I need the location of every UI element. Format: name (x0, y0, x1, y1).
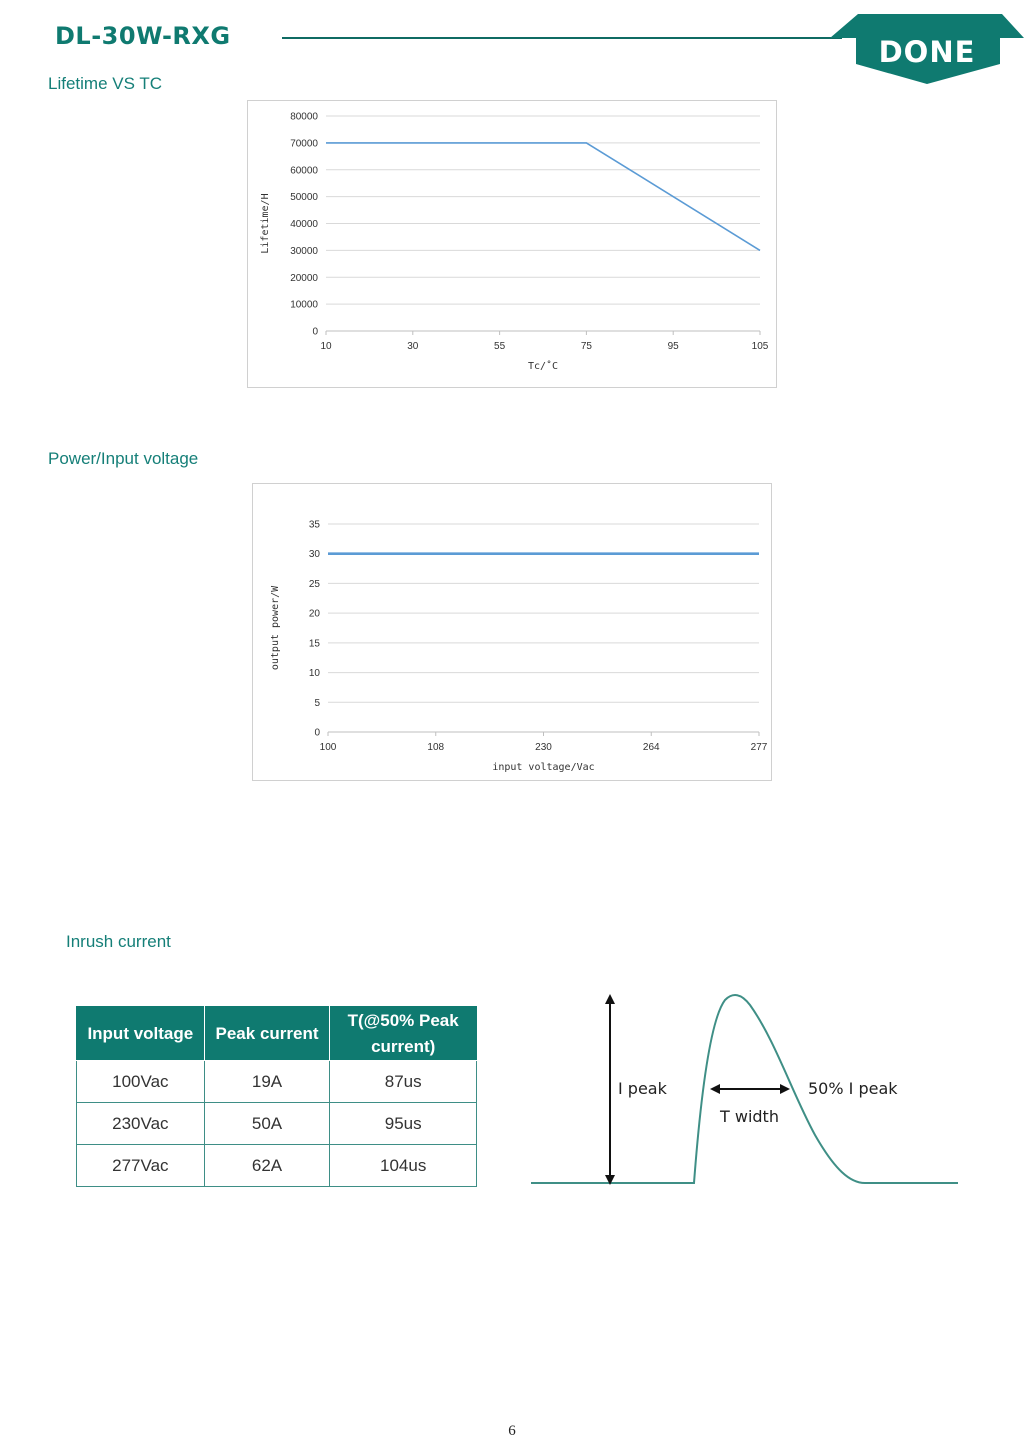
x-tick-label: 264 (642, 742, 660, 753)
cell-peak-current: 62A (204, 1145, 330, 1187)
y-tick-label: 10000 (290, 299, 318, 311)
half-peak-label: 50% I peak (808, 1079, 898, 1098)
y-tick-label: 20000 (290, 272, 318, 284)
x-tick-label: 108 (427, 742, 445, 753)
power-section-title: Power/Input voltage (48, 449, 199, 468)
logo-text: DONE (878, 35, 976, 69)
y-tick-label: 0 (312, 326, 318, 338)
y-tick-label: 80000 (290, 111, 318, 123)
y-tick-label: 30 (308, 549, 320, 561)
y-tick-label: 30000 (290, 245, 318, 257)
x-tick-label: 55 (494, 341, 506, 352)
cell-peak-current: 50A (204, 1103, 330, 1145)
y-tick-label: 0 (314, 727, 320, 739)
brand-logo (830, 12, 1024, 86)
y-tick-label: 25 (308, 578, 320, 590)
x-tick-label: 30 (407, 341, 419, 352)
y-tick-label: 35 (308, 519, 320, 531)
y-tick-label: 40000 (290, 219, 318, 230)
table-row (77, 1061, 477, 1103)
table-row (77, 1103, 477, 1145)
peak-label: I peak (618, 1079, 667, 1098)
y-tick-label: 50000 (290, 192, 318, 204)
inrush-waveform (525, 985, 965, 1195)
x-tick-label: 75 (580, 341, 592, 352)
lifetime-chart-svg (248, 101, 776, 387)
cell-input-voltage: 100Vac (77, 1061, 205, 1103)
y-tick-label: 15 (308, 638, 320, 650)
x-tick-label: 100 (319, 742, 337, 753)
x-tick-label: 277 (750, 742, 768, 753)
x-tick-label: 230 (535, 742, 552, 753)
inrush-section-title: Inrush current (66, 932, 171, 951)
model-title: DL-30W-RXG (55, 22, 231, 50)
col-header-t-width: T(@50% Peak current) (330, 1007, 477, 1061)
y-axis-title: output power/W (270, 585, 281, 671)
cell-peak-current: 19A (204, 1061, 330, 1103)
col-header-peak-current: Peak current (204, 1007, 330, 1061)
inrush-table (76, 1006, 477, 1187)
cell-t-width: 95us (330, 1103, 477, 1145)
width-label: T width (720, 1107, 779, 1126)
table-row (77, 1145, 477, 1187)
header-divider (282, 37, 842, 39)
y-tick-label: 70000 (290, 138, 318, 150)
cell-input-voltage: 230Vac (77, 1103, 205, 1145)
lifetime-chart (247, 100, 777, 388)
table-header-row (77, 1007, 477, 1061)
x-axis-title: input voltage/Vac (492, 762, 595, 773)
cell-t-width: 87us (330, 1061, 477, 1103)
x-tick-label: 10 (320, 341, 332, 352)
y-axis-title: Lifetime/H (260, 193, 271, 254)
page-number: 6 (508, 1423, 516, 1439)
x-tick-label: 95 (667, 341, 679, 352)
y-tick-label: 60000 (290, 165, 318, 177)
x-tick-label: 105 (751, 341, 769, 352)
power-chart (252, 483, 772, 781)
x-axis-title: Tc/˚C (527, 361, 559, 372)
col-header-input-voltage: Input voltage (77, 1007, 205, 1061)
y-tick-label: 20 (308, 608, 320, 620)
power-chart-svg (253, 484, 771, 780)
lifetime-section-title: Lifetime VS TC (48, 74, 163, 93)
y-tick-label: 10 (308, 668, 320, 680)
cell-t-width: 104us (330, 1145, 477, 1187)
cell-input-voltage: 277Vac (77, 1145, 205, 1187)
y-tick-label: 5 (314, 697, 320, 709)
